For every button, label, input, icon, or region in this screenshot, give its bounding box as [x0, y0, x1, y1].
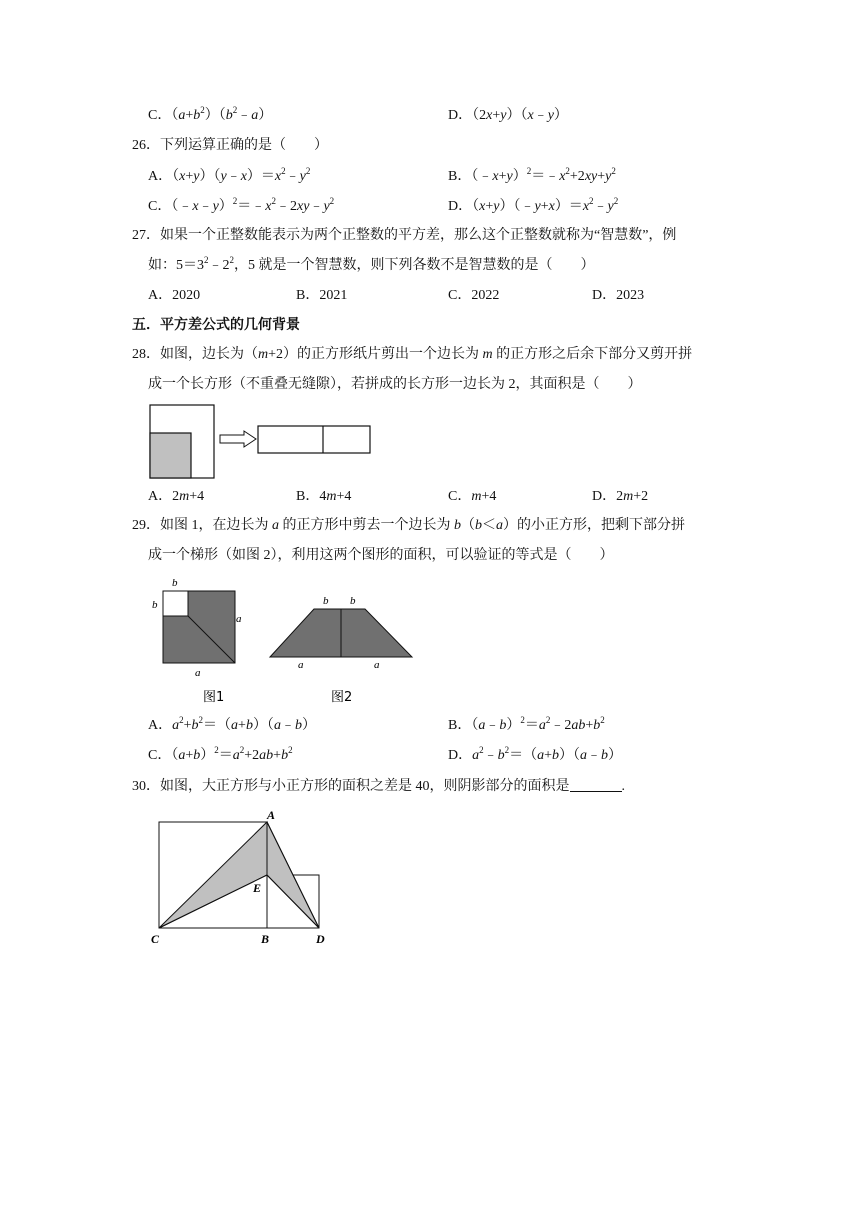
q28-stem-line2: 成一个长方形（不重叠无缝隙），若拼成的长方形一边长为 2，其面积是（ ）: [148, 377, 642, 392]
q26-stem: 26．下列运算正确的是（ ）: [132, 138, 328, 153]
q30-figure: [148, 806, 338, 948]
fig1-label-a-bottom: a: [195, 667, 201, 679]
q28-option-d: D．2m+2: [592, 489, 649, 504]
q25-option-d: D．（2x+y）（x﹣y）: [448, 108, 568, 123]
q27-option-b: B．2021: [296, 288, 348, 303]
q30-shaded-left: [159, 822, 267, 928]
fig1-label-b-top: b: [172, 577, 178, 589]
point-e-label: E: [253, 881, 262, 895]
fig2-caption: 图2: [331, 690, 353, 705]
q28-figure: [148, 404, 376, 482]
q29-stem-line2: 成一个梯形（如图 2），利用这两个图形的面积，可以验证的等式是（ ）: [148, 548, 614, 563]
q28-arrow-icon: [220, 431, 256, 447]
fig2-label-b-right: b: [350, 595, 356, 607]
q27-stem-line2: 如：$5=3^2﹣2^2$，5 就是一个智慧数，则下列各数不是智慧数的是（ ）: [148, 255, 595, 273]
q30-stem: 30．如图，大正方形与小正方形的面积之差是 40，则阴影部分的面积是 .: [132, 779, 625, 794]
q26-option-d: D．$(x+y)(﹣y+x)=x^2﹣y^2$: [448, 196, 619, 214]
fig2-label-b-left: b: [323, 595, 329, 607]
answer-blank[interactable]: [570, 777, 622, 792]
fig1-cut-square: [163, 591, 188, 616]
q28-option-c: C．m+4: [448, 489, 497, 504]
fig2-label-a-left: a: [298, 659, 304, 671]
q26-option-a: A．$(x+y)(y﹣x)=x^2﹣y^2$: [148, 166, 311, 184]
q28-option-b: B．4m+4: [296, 489, 352, 504]
fig1-label-b-left: b: [152, 599, 158, 611]
q25-option-c: C．$(a+b^2)(b^2﹣a)$: [148, 105, 273, 123]
q27-stem-line1: 27．如果一个正整数能表示为两个正整数的平方差，那么这个正整数就称为“智慧数”，例: [132, 228, 677, 243]
fig2-label-a-right: a: [374, 659, 380, 671]
q27-option-a: A．2020: [148, 288, 201, 303]
q29-option-c: C．$(a+b)^2=a^2+2ab+b^2$: [148, 745, 293, 763]
q29-figures: [146, 574, 426, 708]
q29-option-b: B．$(a﹣b)^2=a^2﹣2ab+b^2$: [448, 715, 605, 733]
q28-small-square: [150, 433, 191, 478]
q29-option-a: A．$a^2+b^2=(a+b)(a﹣b)$: [148, 715, 316, 733]
fig1-label-a-right: a: [236, 613, 242, 625]
point-a-label: A: [267, 808, 276, 822]
q28-stem-line1: 28．如图，边长为（m+2）的正方形纸片剪出一个边长为 m 的正方形之后余下部分又剪开拼: [132, 347, 693, 362]
point-b-label: B: [261, 932, 270, 946]
q29-stem-line1: 29．如图 1，在边长为 a 的正方形中剪去一个边长为 b（b＜a）的小正方形，把剩下部分拼: [132, 518, 685, 533]
q29-option-d: D．$a^2﹣b^2=(a+b)(a﹣b)$: [448, 745, 623, 763]
fig1-caption: 图1: [203, 690, 225, 705]
q28-option-a: A．2m+4: [148, 489, 205, 504]
q26-option-b: B．$(﹣x+y)^2=﹣x^2+2xy+y^2$: [448, 166, 616, 184]
q27-option-c: C．2022: [448, 288, 500, 303]
section-heading: 五．平方差公式的几何背景: [132, 317, 300, 333]
point-d-label: D: [316, 932, 325, 946]
q28-rectangle: [258, 426, 370, 453]
q26-option-c: C．$(﹣x﹣y)^2=﹣x^2﹣2xy﹣y^2$: [148, 196, 335, 214]
q27-option-d: D．2023: [592, 288, 645, 303]
point-c-label: C: [151, 932, 160, 946]
